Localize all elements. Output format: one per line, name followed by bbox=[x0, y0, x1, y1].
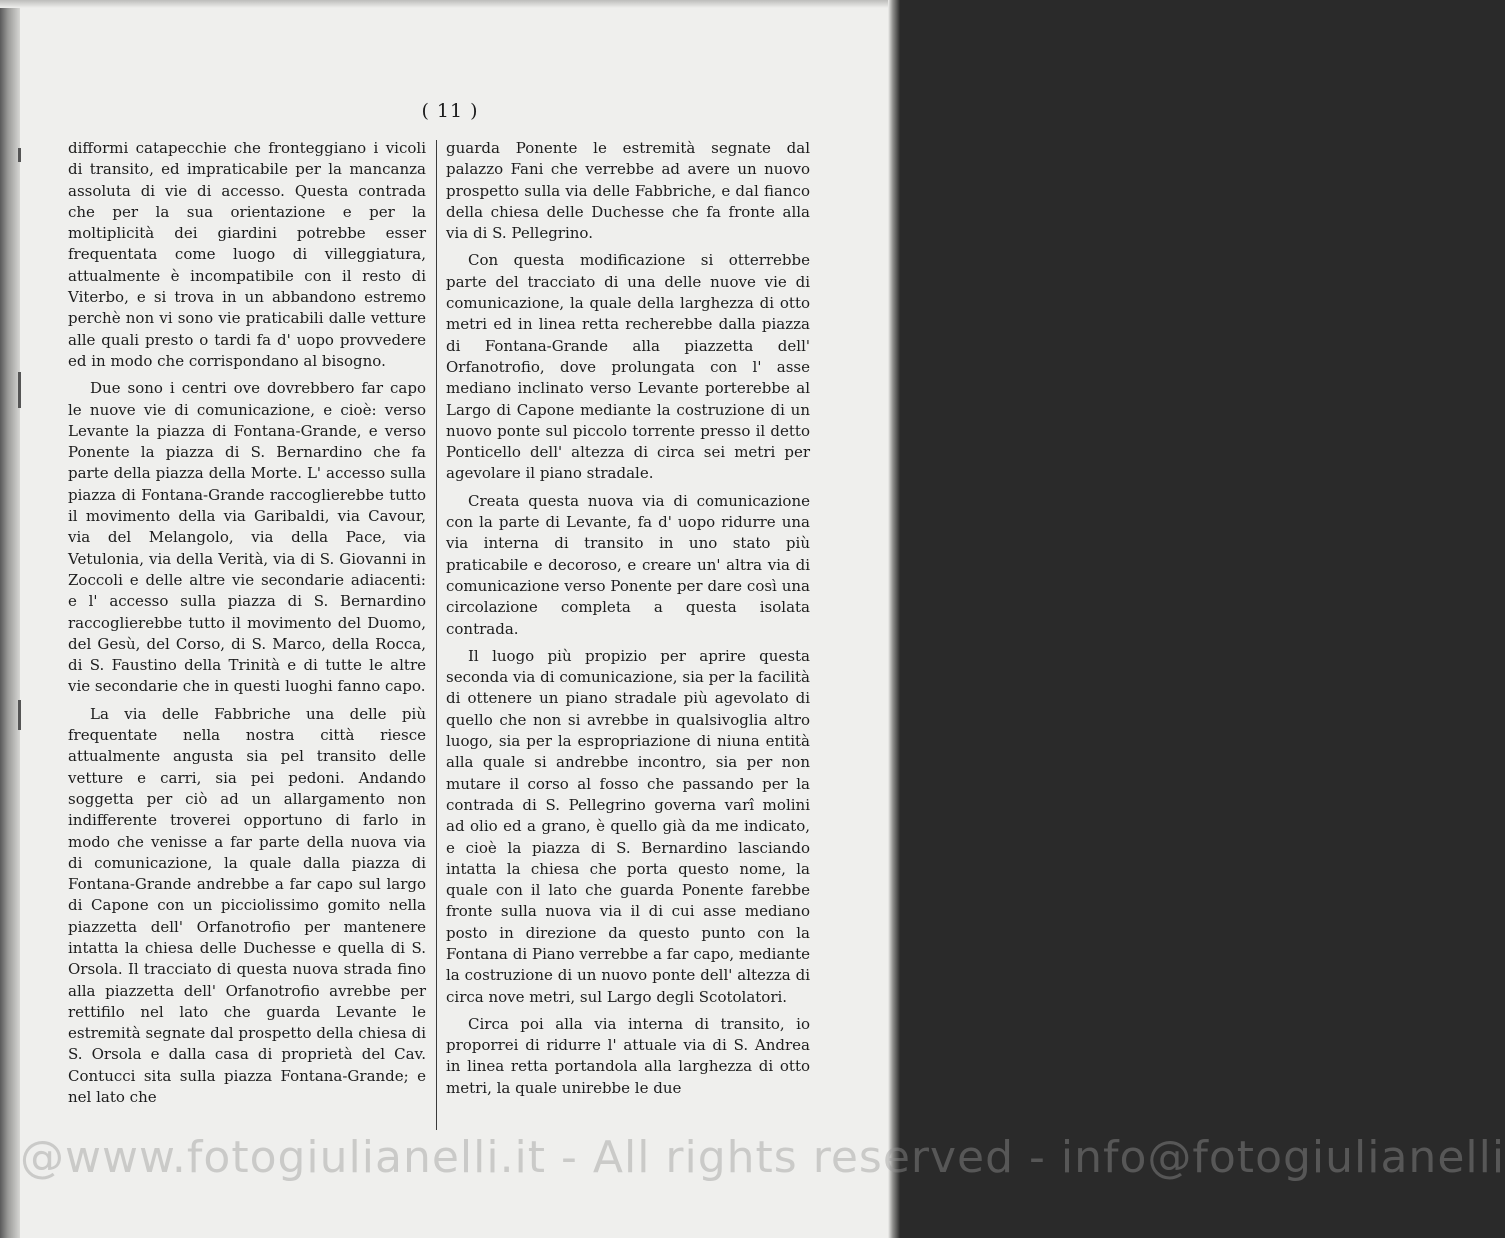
margin-mark-middle bbox=[18, 372, 21, 408]
left-paragraph-1: difformi catapecchie che fronteggiano i vicoli di transito, ed impraticabile per la mancanza assoluta di vie di accesso. Questa contrada che per la sua orientazione e per la moltiplicità dei giardini potrebbe esser frequentata come luogo di villeggiatura, attualmente è incompatibile con il resto di Viterbo, e si trova in un abbandono estremo perchè non vi sono vie praticabili dalle vetture alle quali presto o tardi fa d' uopo provvedere ed in modo che corrispondano al bisogno. bbox=[68, 139, 426, 370]
margin-mark-upper bbox=[18, 148, 21, 162]
left-paragraph-2: Due sono i centri ove dovrebbero far capo le nuove vie di comunicazione, e cioè: verso Levante la piazza di Fontana-Grande, e verso Ponente la piazza di S. Bernardino che fa parte della piazza della Morte. L' accesso sulla piazza di Fontana-Grande raccoglierebbe tutto il movimento della via Garibaldi, via Cavour, via del Melangolo, via della Pace, via Vetulonia, via della Verità, via di S. Giovanni in Zoccoli e delle altre vie secondarie adiacenti: e l' accesso sulla piazza di S. Bernardino raccoglierebbe tutto il movimento del Duomo, del Gesù, del Corso, di S. Marco, della Rocca, di S. Faustino della Trinità e di tutte le altre vie secondarie che in questi luoghi fanno capo. bbox=[68, 379, 426, 696]
right-paragraph-1: guarda Ponente le estremità segnate dal palazzo Fani che verrebbe ad avere un nuovo prospetto sulla via delle Fabbriche, e dal fianco della chiesa delle Duchesse che fa fronte alla via di S. Pellegrino. bbox=[446, 139, 810, 243]
margin-mark-lower bbox=[18, 700, 21, 730]
page-number: ( 11 ) bbox=[421, 100, 479, 122]
right-text-column bbox=[446, 138, 810, 1105]
copyright-watermark: @www.fotogiulianelli.it - All rights reserved - info@fotogiulianelli bbox=[20, 1132, 1505, 1183]
column-divider bbox=[436, 140, 437, 1130]
left-text-column bbox=[68, 138, 426, 1114]
binding-gutter bbox=[0, 0, 20, 1238]
right-paragraph-3: Creata questa nuova via di comunicazione con la parte di Levante, fa d' uopo ridurre una via interna di transito in uno stato più praticabile e decoroso, e creare un' altra via di comunicazione verso Ponente per dare così una circolazione completa a questa isolata contrada. bbox=[446, 491, 810, 638]
right-page-edge bbox=[888, 0, 900, 1238]
left-paragraph-3: La via delle Fabbriche una delle più frequentate nella nostra città riesce attualmente angusta sia pel transito delle vetture e carri, sia pei pedoni. Andando soggetta per ciò ad un allargamento non indifferente troverei opportuno di farlo in modo che venisse a far parte della nuova via di comunicazione, la quale dalla piazza di Fontana-Grande andrebbe a far capo sul largo di Capone con un picciolissimo gomito nella piazzetta dell' Orfanotrofio per mantenere intatta la chiesa delle Duchesse e quella di S. Orsola. Il tracciato di questa nuova strada fino alla piazzetta dell' Orfanotrofio avrebbe per rettifilo nel lato che guarda Levante le estremità segnate dal prospetto della chiesa di S. Orsola e dalla casa di proprietà del Cav. Contucci sita sulla piazza Fontana-Grande; e nel lato che bbox=[68, 704, 426, 1107]
right-paragraph-2: Con questa modificazione si otterrebbe parte del tracciato di una delle nuove vie di comunicazione, la quale della larghezza di otto metri ed in linea retta recherebbe dalla piazza di Fontana-Grande alla piazzetta dell' Orfanotrofio, dove prolungata con l' asse mediano inclinato verso Levante porterebbe al Largo di Capone mediante la costruzione di un nuovo ponte sul piccolo torrente presso il detto Ponticello dell' altezza di circa sei metri per agevolare il piano stradale. bbox=[446, 251, 810, 483]
right-paragraph-4: Il luogo più propizio per aprire questa seconda via di comunicazione, sia per la facilità di ottenere un piano stradale più agevolato di quello che non si avrebbe in qualsivoglia altro luogo, sia per la espropriazione di niuna entità alla quale si andrebbe incontro, sia per non mutare il corso al fosso che passando per la contrada di S. Pellegrino governa varî molini ad olio ed a grano, è quello già da me indicato, e cioè la piazza di S. Bernardino lasciando intatta la chiesa che porta questo nome, la quale con il lato che guarda Ponente farebbe fronte sulla nuova via il di cui asse mediano posto in direzione da questo punto con la Fontana di Piano verrebbe a far capo, mediante la costruzione di un nuovo ponte dell' altezza di circa nove metri, sul Largo degli Scotolatori. bbox=[446, 646, 810, 1006]
right-paragraph-5: Circa poi alla via interna di transito, io proporrei di ridurre l' attuale via di S. Andrea in linea retta portandola alla larghezza di otto metri, la quale unirebbe le due bbox=[446, 1014, 810, 1097]
top-edge bbox=[0, 0, 900, 8]
